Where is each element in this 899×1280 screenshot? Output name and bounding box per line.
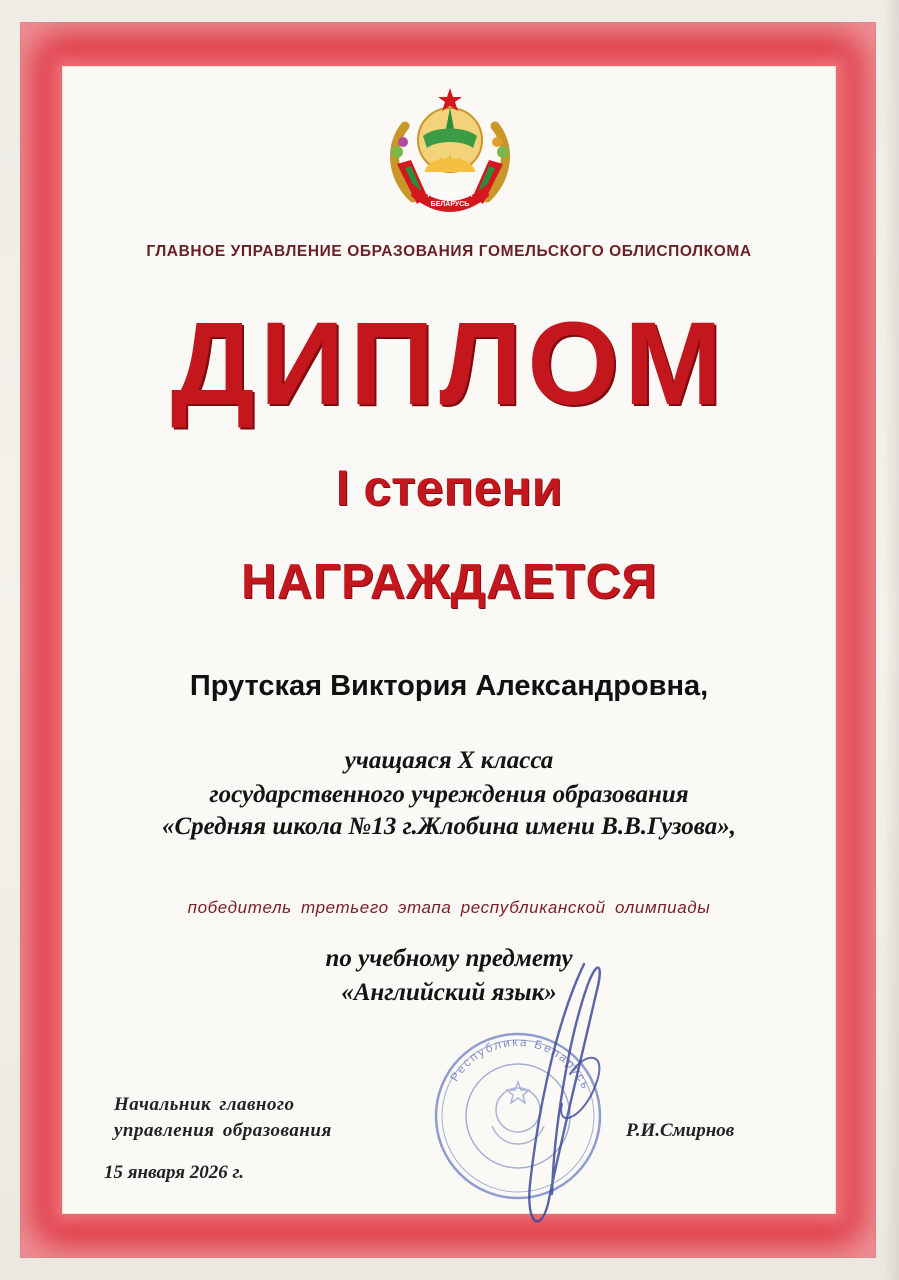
svg-text:БЕЛАРУСЬ: БЕЛАРУСЬ bbox=[430, 201, 470, 208]
signature bbox=[500, 954, 630, 1244]
position-line-2: управления образования bbox=[114, 1120, 332, 1141]
subject-line-2: «Английский язык» bbox=[341, 979, 557, 1006]
coat-of-arms-emblem bbox=[383, 86, 517, 218]
recipient-name: Прутская Виктория Александровна, bbox=[189, 670, 709, 702]
svg-text:Республика Беларусь: Республика Беларусь bbox=[447, 1034, 594, 1093]
awarded-heading: НАГРАЖДАЕТСЯ bbox=[240, 555, 658, 609]
student-class-line: учащаяся X класса bbox=[344, 747, 554, 774]
diploma-title: ДИПЛОМ bbox=[170, 298, 728, 430]
issue-date: 15 января 2026 г. bbox=[104, 1162, 244, 1183]
position-title bbox=[114, 1092, 332, 1144]
institution-line-2: «Средняя школа №13 г.Жлобина имени В.В.Гузова», bbox=[162, 813, 736, 840]
svg-text:РЭСПУБЛІКА: РЭСПУБЛІКА bbox=[427, 192, 473, 199]
position-line-1: Начальник главного bbox=[114, 1094, 295, 1115]
signatory-name: Р.И.Смирнов bbox=[626, 1120, 735, 1141]
organization-heading: ГЛАВНОЕ УПРАВЛЕНИЕ ОБРАЗОВАНИЯ ГОМЕЛЬСКОГО ОБЛИСПОЛКОМА bbox=[146, 243, 752, 260]
winner-line: победитель третьего этапа республиканской олимпиады bbox=[187, 898, 711, 917]
subject-line-1: по учебному предмету bbox=[325, 945, 573, 972]
diploma-degree: I степени bbox=[335, 460, 563, 516]
institution-line-1: государственного учреждения образования bbox=[209, 781, 689, 808]
